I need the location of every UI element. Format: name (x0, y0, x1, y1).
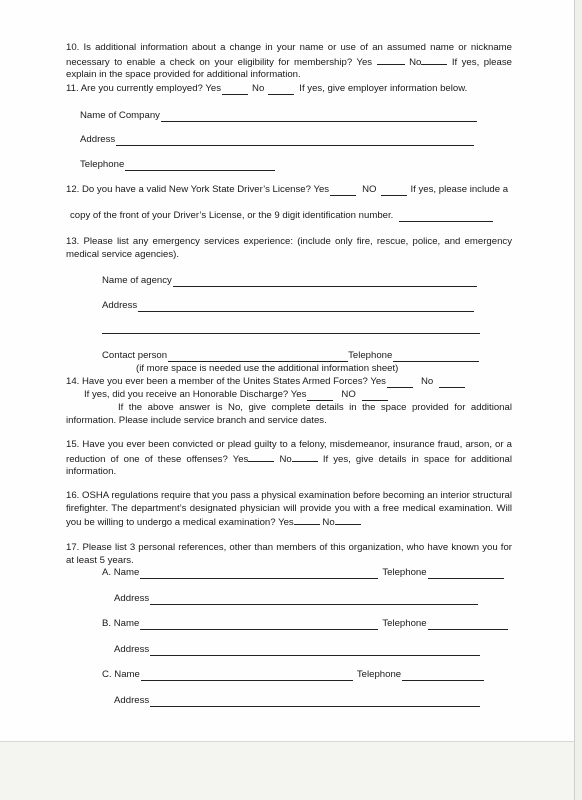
question-11: 11. Are you currently employed? Yes No If yes, give employer information below. (66, 83, 468, 94)
agency-name-field[interactable] (173, 276, 477, 287)
reference-a-row: A. Name Telephone (102, 567, 504, 579)
q10-no-blank[interactable] (421, 55, 447, 65)
reference-a-name-field[interactable] (140, 568, 378, 579)
question-14: 14. Have you ever been a member of the Unites States Armed Forces? Yes No (66, 376, 465, 388)
more-space-note: (if more space is needed use the additional information sheet) (136, 363, 399, 374)
q10-yes-blank[interactable] (377, 55, 405, 65)
question-16: 16. OSHA regulations require that you pass a physical examination before becoming an interior structural firefighter. The department’s designated physician will provide you with a free medical examination. Will you be willing to undergo a medical examination? Yes No (66, 490, 512, 528)
agency-address-row: Address (102, 300, 474, 312)
reference-b-address-field[interactable] (150, 645, 480, 656)
reference-a-telephone-field[interactable] (428, 568, 504, 579)
agency-address-line2-field[interactable] (102, 323, 480, 334)
q11-yes-blank[interactable] (222, 84, 248, 95)
honorable-discharge-row: If yes, did you receive an Honorable Discharge? Yes NO (84, 389, 388, 401)
q16-yes-blank[interactable] (294, 515, 320, 525)
contact-telephone-field[interactable] (393, 351, 479, 362)
scan-right-edge (574, 0, 582, 800)
reference-c-address-row: Address (114, 695, 480, 707)
reference-c-telephone-field[interactable] (402, 670, 484, 681)
q16-no-blank[interactable] (335, 515, 361, 525)
contact-row: Contact person Telephone (102, 350, 479, 362)
reference-b-address-row: Address (114, 644, 480, 656)
q12-yes-blank[interactable] (330, 185, 356, 196)
question-13: 13. Please list any emergency services experience: (include only fire, rescue, police, and emergency medical service agencies). (66, 236, 512, 260)
question-10: 10. Is additional information about a change in your name or use of an assumed name or nickname necessary to enable a check on your eligibility for membership? Yes No If yes, please explain in the space provided for additional information. (66, 42, 512, 80)
q15-no-blank[interactable] (292, 452, 318, 462)
discharge-no-blank[interactable] (362, 390, 388, 401)
license-row: copy of the front of your Driver’s License, or the 9 digit identification number. (70, 210, 493, 222)
employer-address-field[interactable] (116, 135, 474, 146)
reference-c-name-field[interactable] (141, 670, 353, 681)
q11-no-blank[interactable] (268, 84, 294, 95)
agency-name-row: Name of agency (102, 275, 477, 287)
discharge-yes-blank[interactable] (307, 390, 333, 401)
reference-a-address-row: Address (114, 593, 478, 605)
employer-name-row: Name of Company (80, 110, 477, 122)
reference-c-row: C. Name Telephone (102, 669, 484, 681)
agency-address-line2-row (102, 323, 480, 334)
reference-b-row: B. Name Telephone (102, 618, 508, 630)
q14-no-blank[interactable] (439, 377, 465, 388)
employer-address-row: Address (80, 134, 474, 146)
employer-telephone-field[interactable] (125, 160, 275, 171)
agency-address-field[interactable] (138, 301, 474, 312)
license-number-field[interactable] (399, 211, 493, 222)
q12-no-blank[interactable] (381, 185, 407, 196)
reference-a-address-field[interactable] (150, 594, 478, 605)
reference-b-telephone-field[interactable] (428, 619, 508, 630)
contact-person-field[interactable] (168, 351, 348, 362)
reference-b-name-field[interactable] (140, 619, 378, 630)
q14-yes-blank[interactable] (387, 377, 413, 388)
q14-details: If the above answer is No, give complete details in the space provided for additional information. Please include service branch and service dates. (66, 402, 512, 426)
question-17: 17. Please list 3 personal references, other than members of this organization, who have known you for at least 5 years. (66, 542, 512, 566)
question-15: 15. Have you ever been convicted or plead guilty to a felony, misdemeanor, insurance fraud, arson, or a reduction of one of these offenses? Yes No If yes, give details in space for additional information. (66, 439, 512, 477)
question-12: 12. Do you have a valid New York State Driver’s License? Yes NO If yes, please include a (66, 184, 509, 195)
scan-bottom-margin (0, 741, 575, 800)
employer-telephone-row: Telephone (80, 159, 275, 171)
employer-name-field[interactable] (161, 111, 477, 122)
reference-c-address-field[interactable] (150, 696, 480, 707)
q15-yes-blank[interactable] (248, 452, 274, 462)
